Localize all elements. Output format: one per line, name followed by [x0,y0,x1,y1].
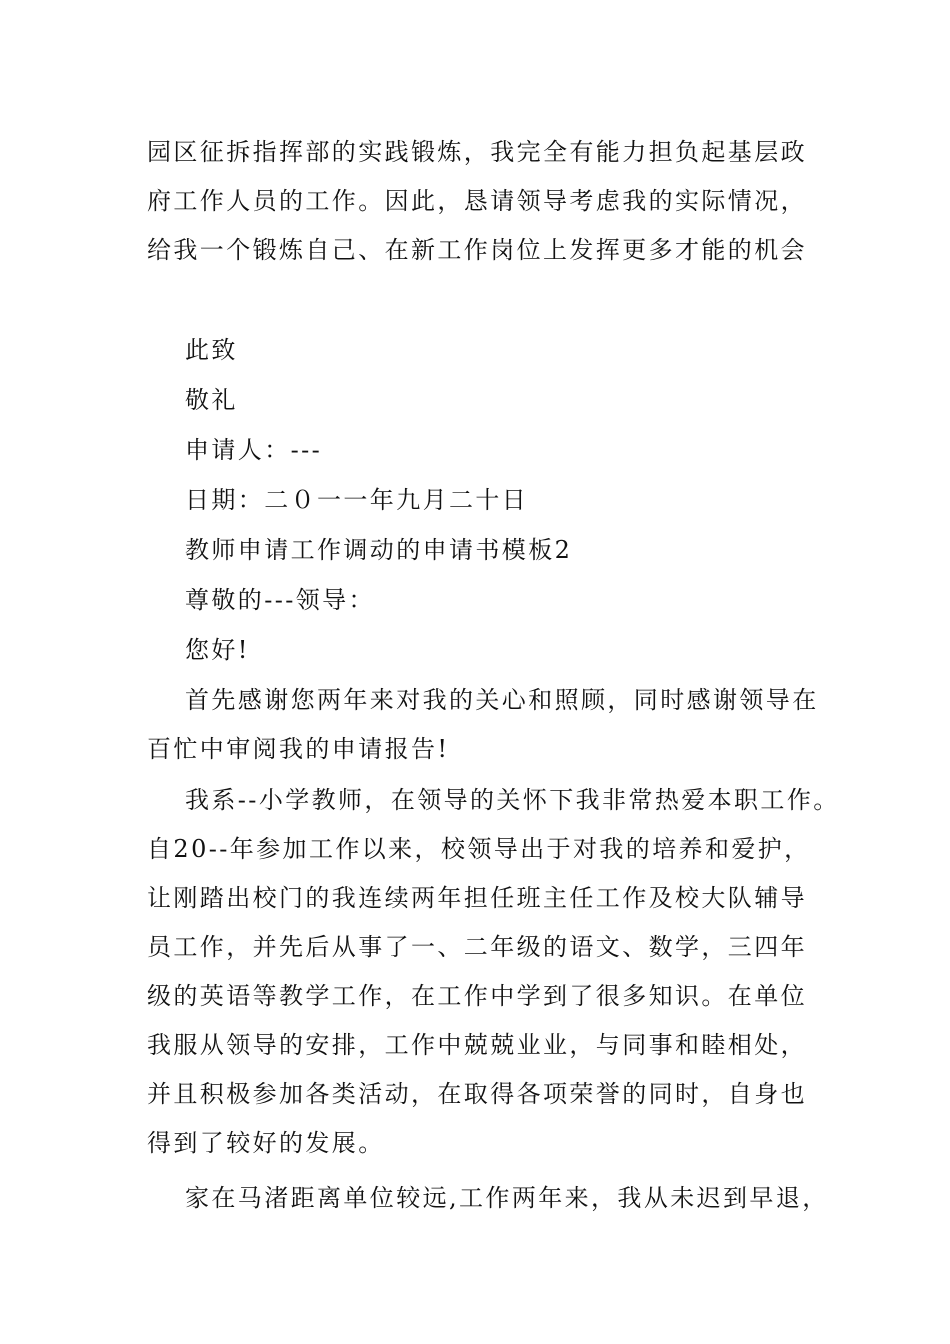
paragraph-line: 府工作人员的工作。因此，恳请领导考虑我的实际情况， [147,187,807,215]
paragraph-line: 级的英语等教学工作，在工作中学到了很多知识。在单位 [147,982,807,1010]
paragraph-line: 首先感谢您两年来对我的关心和照顾，同时感谢领导在 [185,686,819,714]
paragraph-line: 家在马渚距离单位较远,工作两年来，我从未迟到早退， [185,1184,829,1212]
paragraph-line: 园区征拆指挥部的实践锻炼，我完全有能力担负起基层政 [147,138,807,166]
paragraph-line: 员工作，并先后从事了一、二年级的语文、数学，三四年 [147,933,807,961]
greeting-hello: 您好! [185,636,250,664]
date-line: 日期：二０一一年九月二十日 [185,486,529,514]
paragraph-line: 百忙中审阅我的申请报告! [147,735,450,763]
greeting-line: 尊敬的---领导： [185,586,375,614]
closing-regards: 敬礼 [185,386,238,414]
closing-salutation: 此致 [185,336,238,364]
paragraph-line: 给我一个锻炼自己、在新工作岗位上发挥更多才能的机会 [147,236,807,264]
paragraph-line: 我系--小学教师，在领导的关怀下我非常热爱本职工作。 [185,786,840,814]
applicant-line: 申请人：--- [185,436,323,464]
section-title: 教师申请工作调动的申请书模板2 [185,536,573,564]
paragraph-line: 让刚踏出校门的我连续两年担任班主任工作及校大队辅导 [147,884,807,912]
paragraph-line: 得到了较好的发展。 [147,1129,385,1157]
paragraph-line: 并且积极参加各类活动，在取得各项荣誉的同时，自身也 [147,1080,807,1108]
paragraph-line: 自20--年参加工作以来，校领导出于对我的培养和爱护， [147,835,811,863]
paragraph-line: 我服从领导的安排，工作中兢兢业业，与同事和睦相处， [147,1031,807,1059]
